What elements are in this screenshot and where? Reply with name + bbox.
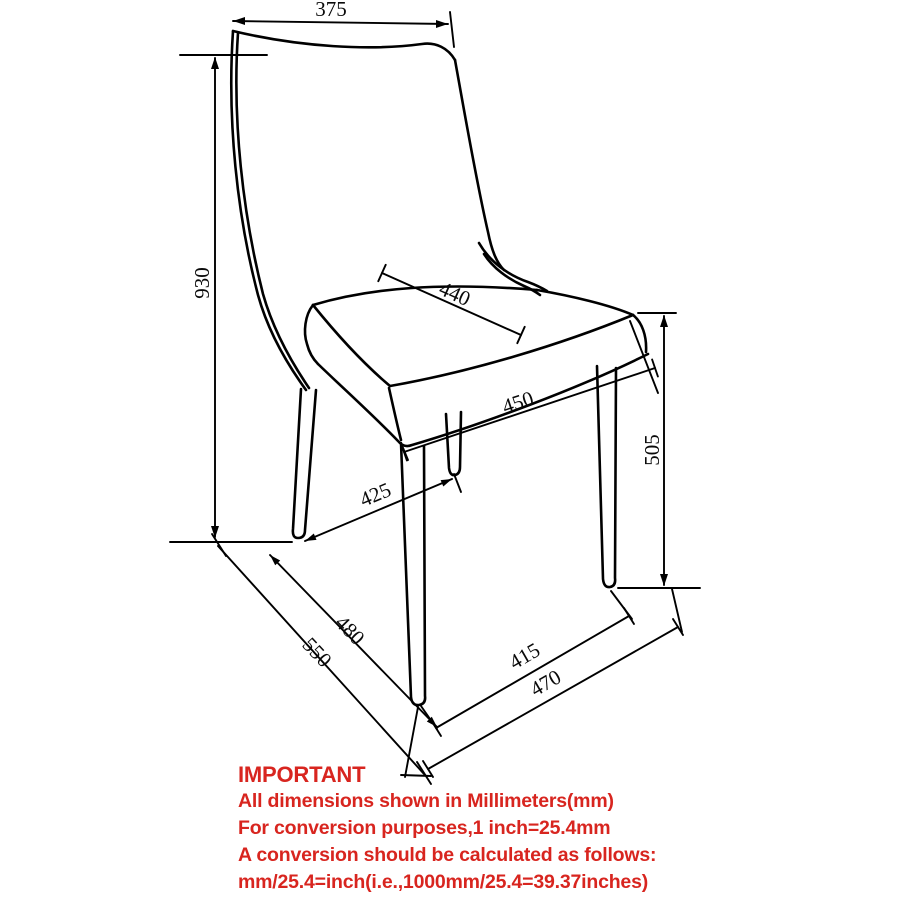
- seat-left-corner: [305, 305, 318, 364]
- units-notice: [238, 761, 656, 896]
- arrow-375-left: [233, 17, 245, 25]
- notice-line-units: All dimensions shown in Millimeters(mm): [238, 790, 614, 812]
- important-heading: IMPORTANT: [238, 762, 366, 787]
- backrest-seat-seam-upper: [479, 243, 547, 291]
- arrow-505-down: [660, 574, 668, 586]
- tick-550-a: [212, 534, 226, 556]
- arrow-375-right: [436, 20, 448, 28]
- seat-back-edge: [313, 286, 537, 305]
- dim-label-550: 550: [297, 632, 337, 672]
- notice-line-formula-intro: A conversion should be calculated as follows:: [238, 844, 657, 866]
- dim-label-440: 440: [435, 276, 475, 311]
- dim-label-375: 375: [315, 0, 347, 21]
- seat-front-left-edge: [313, 305, 390, 386]
- dim-label-415: 415: [504, 637, 545, 675]
- dim-label-425: 425: [356, 477, 395, 512]
- notice-line-formula: mm/25.4=inch(i.e.,1000mm/25.4=39.37inches): [238, 871, 649, 893]
- ext-line-415-right: [611, 591, 632, 619]
- arrow-505-up: [660, 315, 668, 327]
- dimension-labels: [190, 0, 664, 701]
- dim-label-505: 505: [640, 434, 664, 466]
- arrow-425-left: [305, 534, 317, 542]
- back-right-leg: [446, 412, 461, 475]
- dim-label-470: 470: [525, 664, 566, 702]
- chair-outline: [231, 31, 648, 705]
- front-right-leg: [597, 366, 616, 587]
- seat-back-right-edge: [537, 290, 633, 315]
- notice-line-conversion: For conversion purposes,1 inch=25.4mm: [238, 817, 611, 839]
- dim-label-930: 930: [190, 267, 214, 299]
- tick-440-a: [378, 265, 385, 281]
- back-left-leg: [293, 389, 316, 538]
- front-left-leg: [401, 443, 425, 705]
- ext-line-375-right: [450, 12, 454, 47]
- backrest-left-outer-edge: [231, 31, 306, 390]
- backrest-right-edge: [455, 60, 504, 270]
- arrow-425-right: [441, 479, 452, 487]
- dim-line-470: [428, 627, 678, 769]
- tick-440-b: [517, 327, 524, 343]
- dim-label-480: 480: [330, 610, 370, 650]
- ext-line-425-right: [454, 474, 461, 492]
- dim-line-375: [233, 21, 448, 24]
- arrow-930-down: [211, 526, 219, 538]
- dimension-arrowheads: [211, 17, 668, 727]
- dim-label-450: 450: [499, 385, 537, 419]
- arrow-930-up: [211, 57, 219, 69]
- dimension-lines: [170, 12, 700, 784]
